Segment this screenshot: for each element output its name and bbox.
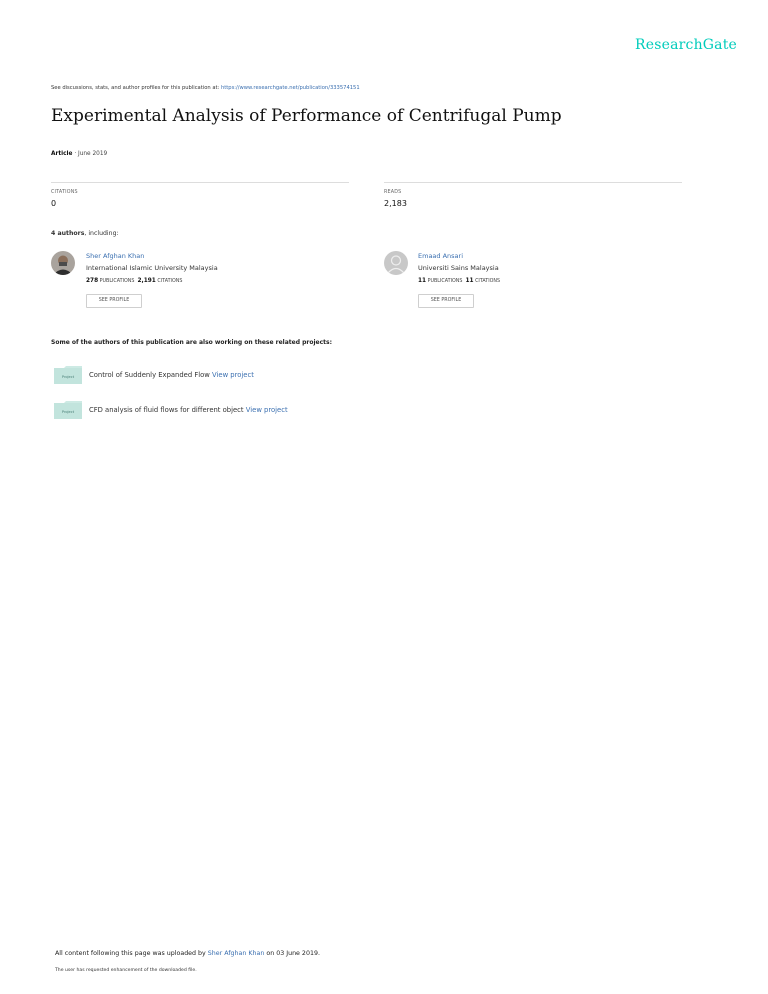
project-folder-icon	[54, 366, 82, 384]
author-publications-count: 278	[86, 278, 99, 284]
project-title: Control of Suddenly Expanded Flow	[89, 371, 210, 379]
authors-count: 4 authors	[51, 230, 85, 237]
project-item	[89, 371, 254, 379]
upload-note	[55, 950, 320, 957]
upload-suffix: on 03 June 2019.	[264, 950, 320, 957]
reads-label: READS	[384, 190, 402, 195]
project-title: CFD analysis of fluid flows for different object	[89, 406, 244, 414]
project-item	[89, 406, 288, 414]
author-institution: Universiti Sains Malaysia	[418, 264, 499, 272]
author-institution: International Islamic University Malaysia	[86, 264, 218, 272]
author-citations-label: CITATIONS	[157, 279, 183, 284]
author-stats	[418, 278, 500, 284]
default-avatar-icon	[384, 251, 408, 275]
project-folder-icon	[54, 401, 82, 419]
researchgate-logo[interactable]: ResearchGate	[635, 37, 738, 53]
authors-including: , including:	[84, 230, 119, 237]
author-publications-label: PUBLICATIONS	[427, 279, 463, 284]
author-name-link[interactable]: Sher Afghan Khan	[86, 252, 145, 260]
related-projects-heading: Some of the authors of this publication are also working on these related projects:	[51, 339, 332, 346]
article-type: Article	[51, 151, 73, 157]
article-meta	[51, 151, 107, 157]
upload-prefix: All content following this page was uploaded by	[55, 950, 208, 957]
publication-url-link[interactable]: https://www.researchgate.net/publication/333574151	[220, 85, 360, 91]
author-citations-label: CITATIONS	[475, 279, 501, 284]
author-name-link[interactable]: Emaad Ansari	[418, 252, 464, 260]
author-avatar-sher-afghan-khan[interactable]	[51, 251, 75, 275]
citations-value: 0	[51, 199, 57, 208]
reads-divider	[384, 182, 682, 183]
enhancement-note: The user has requested enhancement of the downloaded file.	[55, 968, 197, 973]
discussion-prefix: See discussions, stats, and author profiles for this publication at:	[51, 85, 221, 91]
uploader-link[interactable]: Sher Afghan Khan	[207, 950, 265, 957]
reads-value: 2,183	[384, 199, 407, 208]
citations-label: CITATIONS	[51, 190, 78, 195]
author-citations-count: 11	[465, 278, 474, 284]
article-date: · June 2019	[74, 151, 108, 157]
author-publications-label: PUBLICATIONS	[99, 279, 135, 284]
author-citations-count: 2,191	[137, 278, 156, 284]
author-stats	[86, 278, 182, 284]
person-photo-icon	[51, 251, 75, 275]
see-profile-button[interactable]: SEE PROFILE	[418, 294, 474, 308]
discussion-line	[51, 85, 360, 91]
view-project-link[interactable]: View project	[245, 406, 288, 414]
authors-heading	[51, 230, 119, 237]
project-icon-label: Project	[61, 410, 75, 414]
project-icon-label: Project	[61, 375, 75, 379]
author-publications-count: 11	[418, 278, 427, 284]
see-profile-button[interactable]: SEE PROFILE	[86, 294, 142, 308]
author-avatar-emaad-ansari[interactable]	[384, 251, 408, 275]
view-project-link[interactable]: View project	[212, 371, 254, 379]
publication-title: Experimental Analysis of Performance of Centrifugal Pump	[51, 106, 562, 126]
citations-divider	[51, 182, 349, 183]
